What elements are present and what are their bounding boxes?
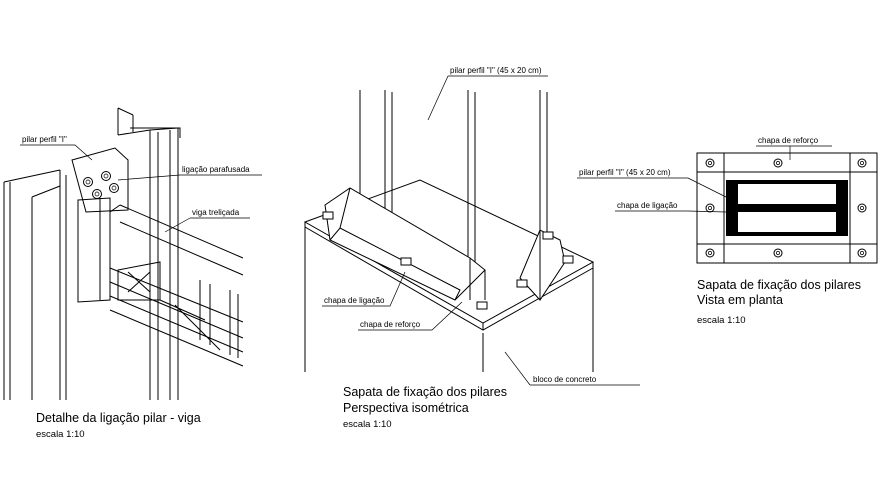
title-iso-line2: Perspectiva isométrica <box>343 401 469 415</box>
label-iso-pilar: pilar perfil "I" (45 x 20 cm) <box>450 66 542 75</box>
column-web <box>60 175 66 400</box>
plan-view-drawing <box>577 136 877 326</box>
column-flange-left <box>4 170 60 400</box>
label-ligacao-parafusada: ligação parafusada <box>182 165 250 174</box>
label-plan-chapa-ligacao: chapa de ligação <box>617 201 678 210</box>
leader-plan-pilar <box>577 178 728 198</box>
label-pilar-perfil: pilar perfil "I" <box>22 135 67 144</box>
beam-column-detail-drawing <box>4 108 262 440</box>
column-flange-top <box>118 108 133 135</box>
label-viga-trelicada: viga treliçada <box>192 208 240 217</box>
label-plan-pilar: pilar perfil "I" (45 x 20 cm) <box>579 168 671 177</box>
title-iso-line1: Sapata de fixação dos pilares <box>343 385 507 399</box>
isometric-base-drawing <box>305 66 640 430</box>
title-plan-line2: Vista em planta <box>697 293 783 307</box>
truss-beam <box>110 205 243 366</box>
leader-iso-pilar <box>428 76 548 120</box>
scale-detail: escala 1:10 <box>36 429 85 440</box>
title-plan-line1: Sapata de fixação dos pilares <box>697 278 861 292</box>
label-iso-chapa-ligacao: chapa de ligação <box>324 296 385 305</box>
leader-ligacao <box>118 175 262 180</box>
plan-i-section <box>726 180 848 236</box>
scale-plan: escala 1:10 <box>697 315 746 326</box>
title-detail: Detalhe da ligação pilar - viga <box>36 411 201 425</box>
label-iso-chapa-reforco: chapa de reforço <box>360 320 421 329</box>
label-iso-bloco: bloco de concreto <box>533 375 597 384</box>
connection-plate-side <box>78 198 110 302</box>
label-plan-chapa-reforco: chapa de reforço <box>758 136 819 145</box>
scale-iso: escala 1:10 <box>343 419 392 430</box>
